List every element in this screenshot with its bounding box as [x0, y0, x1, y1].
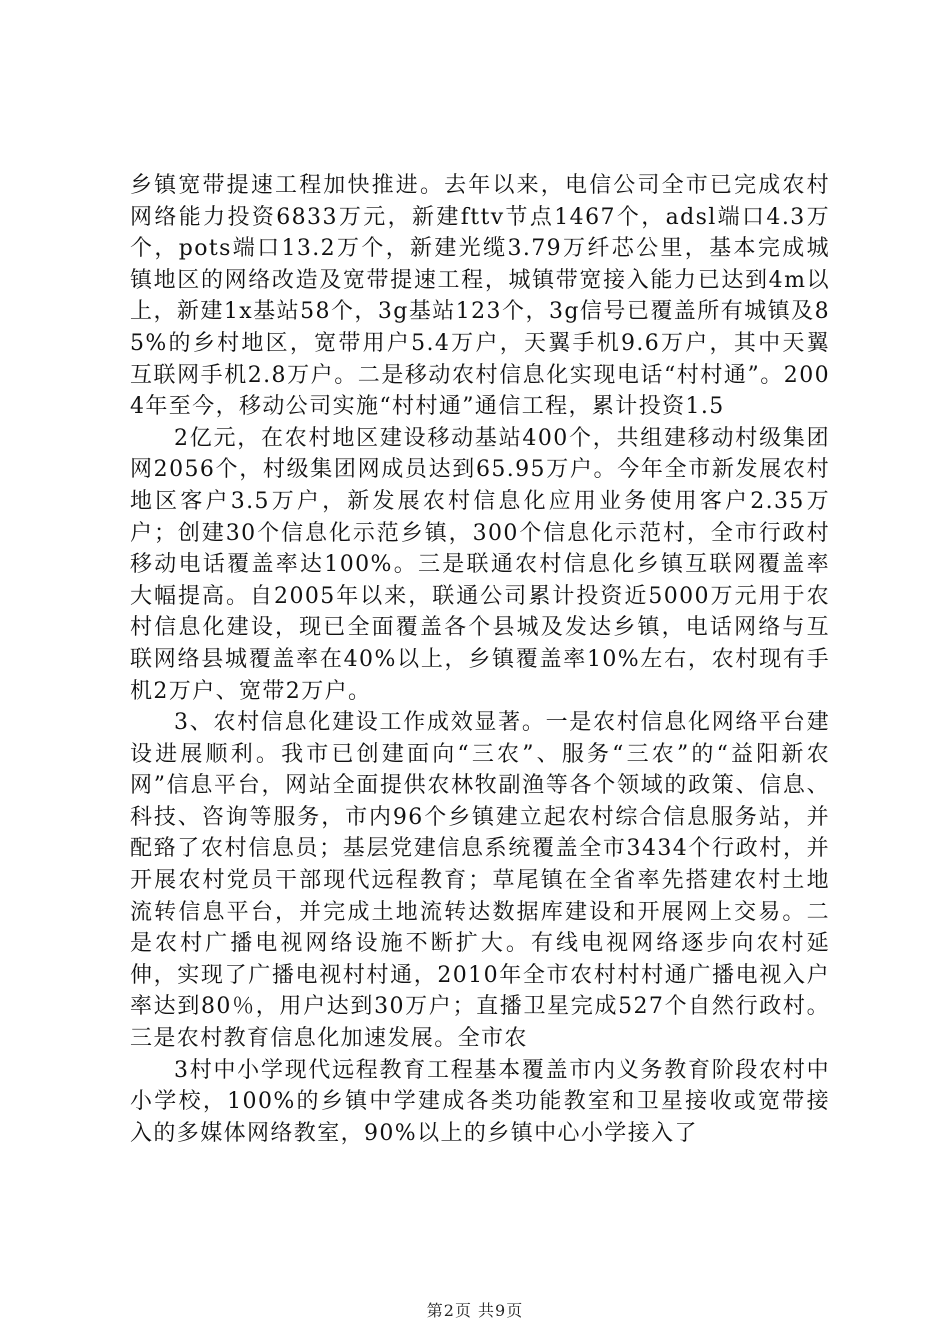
- page-footer: 第2页 共9页: [426, 1301, 524, 1320]
- paragraph-3: 3、农村信息化建设工作成效显著。一是农村信息化网络平台建设进展顺利。我市已创建面向“三农”、服务“三农”的“益阳新农网”信息平台，网站全面提供农林牧副渔等各个领域的政策、信息、科技、咨询等服务，市内96个乡镇建立起农村综合信息服务站，并配臵了农村信息员；基层党建信息系统覆盖全市3434个行政村，并开展农村党员干部现代远程教育；草尾镇在全省率先搭建农村土地流转信息平台，并完成土地流转达数据库建设和开展网上交易。二是农村广播电视网络设施不断扩大。有线电视网络逐步向农村延伸，实现了广播电视村村通，2010年全市农村村村通广播电视入户率达到80％，用户达到30万户；直播卫星完成527个自然行政村。三是农村教育信息化加速发展。全市农: [130, 710, 830, 1052]
- paragraph-4: 3村中小学现代远程教育工程基本覆盖市内义务教育阶段农村中小学校，100%的乡镇中学建成各类功能教室和卫星接收或宽带接入的多媒体网络教室，90%以上的乡镇中心小学接入了: [130, 1057, 830, 1146]
- paragraph-1: 乡镇宽带提速工程加快推进。去年以来，电信公司全市已完成农村网络能力投资6833万元，新建fttv节点1467个，adsl端口4.3万个，pots端口13.2万个，新建光缆3.79万纤芯公里，基本完成城镇地区的网络改造及宽带提速工程，城镇带宽接入能力已达到4m以上，新建1x基站58个，3g基站123个，3g信号已覆盖所有城镇及85%的乡村地区，宽带用户5.4万户，天翼手机9.6万户，其中天翼互联网手机2.8万户。二是移动农村信息化实现电话“村村通”。2004年至今，移动公司实施“村村通”通信工程，累计投资1.5: [130, 173, 830, 420]
- paragraph-2: 2亿元，在农村地区建设移动基站400个，共组建移动村级集团网2056个，村级集团网成员达到65.95万户。今年全市新发展农村地区客户3.5万户，新发展农村信息化应用业务使用客户2.35万户；创建30个信息化示范乡镇，300个信息化示范村，全市行政村移动电话覆盖率达100%。三是联通农村信息化乡镇互联网覆盖率大幅提高。自2005年以来，联通公司累计投资近5000万元用于农村信息化建设，现已全面覆盖各个县城及发达乡镇，电话网络与互联网络县城覆盖率在40%以上，乡镇覆盖率10%左右，农村现有手机2万户、宽带2万户。: [130, 425, 830, 704]
- document-body: [130, 170, 830, 1149]
